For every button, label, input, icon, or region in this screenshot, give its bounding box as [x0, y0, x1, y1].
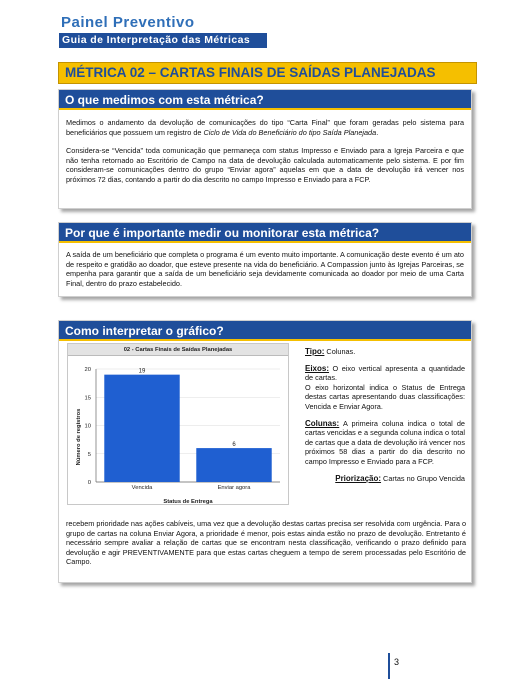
- interpretation-text: [305, 347, 465, 490]
- data-label: 19: [138, 368, 146, 375]
- page-number-rule: [388, 653, 390, 679]
- paragraph: [305, 474, 465, 484]
- text-span: .: [376, 127, 379, 137]
- y-tick-label: 10: [84, 423, 91, 430]
- y-tick-label: 20: [84, 367, 91, 373]
- paragraph: recebem prioridade nas ações cabíveis, uma vez que a devolução destas cartas precisa ser resolvida com urgência. Para o grupo de cartas na coluna Enviar Agora, a prioridade é menor, pois estas ainda estão no prazo de devolução. Entretanto é necessário sempre avaliar a relação de cartas que se encontram nesta classificação, verificando o prazo definido para devolução e agir PREVENTIVAMENTE para que estas cartas cheguem a tempo de serem processadas pelo Escritório de Campo.: [66, 519, 466, 567]
- bar: [104, 375, 179, 482]
- y-axis-label: Número de registros: [76, 408, 82, 466]
- chart-title: 02 - Cartas Finais de Saídas Planejadas: [68, 344, 288, 356]
- x-tick-label: Vencida: [131, 485, 153, 491]
- eixos-label: Eixos:: [305, 363, 330, 373]
- page-number: 3: [394, 657, 400, 667]
- section-how-to-interpret: [58, 320, 472, 583]
- colunas-label: Colunas:: [305, 418, 340, 428]
- text-span: Colunas.: [324, 347, 356, 356]
- section-body: [66, 250, 464, 297]
- paragraph: [305, 364, 465, 412]
- header-title: Painel Preventivo: [61, 14, 195, 31]
- section-what-we-measure: [58, 89, 472, 209]
- y-tick-label: 5: [87, 451, 91, 458]
- text-span: Medimos o andamento da devolução de comunicações do tipo “Carta Final” que foram geradas pelo sistema para beneficiários que possuem um registro de: [66, 118, 464, 137]
- paragraph: Considera-se “Vencida” toda comunicação que permaneça com status Impresso e Enviado para a Igreja Parceira e que não tenha retornado ao Escritório de Campo na data de devolução calculada automaticamente pelo sistema. E por fim consideram-se comunicações dentro do grupo “Enviar agora” aquelas em que a data de devolução irá vencer nos próximos 72 dias, contando a partir do dia descrito no campo Impresso e Enviado para a FCP.: [66, 146, 464, 184]
- metric-title: MÉTRICA 02 – CARTAS FINAIS DE SAÍDAS PLANEJADAS: [58, 62, 477, 84]
- paragraph: A saída de um beneficiário que completa o programa é um evento muito importante. A comunicação deste evento é um ato de respeito e gratidão ao doador, que esteve presente na vida do beneficiário. A Compassion junto às Igrejas Parceiras, se empenha para garantir que a saída de um beneficiário seja devidamente comunicada ao doador por meio de uma Carta Final, dentro do prazo estabelecido.: [66, 250, 464, 288]
- y-tick-label: 0: [87, 480, 91, 486]
- paragraph: [305, 419, 465, 467]
- text-span: Cartas no Grupo Vencida: [381, 473, 465, 483]
- x-axis-label: Status de Entrega: [163, 499, 213, 505]
- tipo-label: Tipo:: [305, 347, 325, 356]
- text-span: O eixo horizontal indica o Status de Entrega destas cartas apresentando duas classificações: Vencida e Enviar Agora.: [305, 382, 465, 411]
- section-heading: O que medimos com esta métrica?: [59, 90, 471, 110]
- header-subtitle: Guia de Interpretação das Métricas: [59, 33, 267, 48]
- section-heading: Como interpretar o gráfico?: [59, 321, 471, 341]
- paragraph: [305, 347, 465, 357]
- emphasis-text: Ciclo de Vida do Beneficiário do tipo Saída Planejada: [203, 127, 377, 137]
- chart-container: [67, 343, 289, 505]
- y-tick-label: 15: [84, 395, 91, 402]
- bar-chart: [68, 357, 288, 505]
- section-why-important: [58, 222, 472, 297]
- data-label: 6: [232, 442, 236, 449]
- paragraph: [66, 118, 464, 137]
- text-span: A primeira coluna indica o total de cartas vencidas e a segunda coluna indica o total de cartas que a data de devolução irá vencer nos próximos 58 dias a partir do dia descrito no campo Impresso e Enviado para a FCP.: [305, 418, 465, 466]
- section-heading: Por que é importante medir ou monitorar esta métrica?: [59, 223, 471, 243]
- bar: [196, 448, 271, 482]
- section-body: [66, 118, 464, 194]
- x-tick-label: Enviar agora: [217, 485, 251, 491]
- text-span: O eixo vertical apresenta a quantidade de cartas.: [305, 363, 465, 383]
- priorizacao-label: Priorização:: [335, 473, 382, 483]
